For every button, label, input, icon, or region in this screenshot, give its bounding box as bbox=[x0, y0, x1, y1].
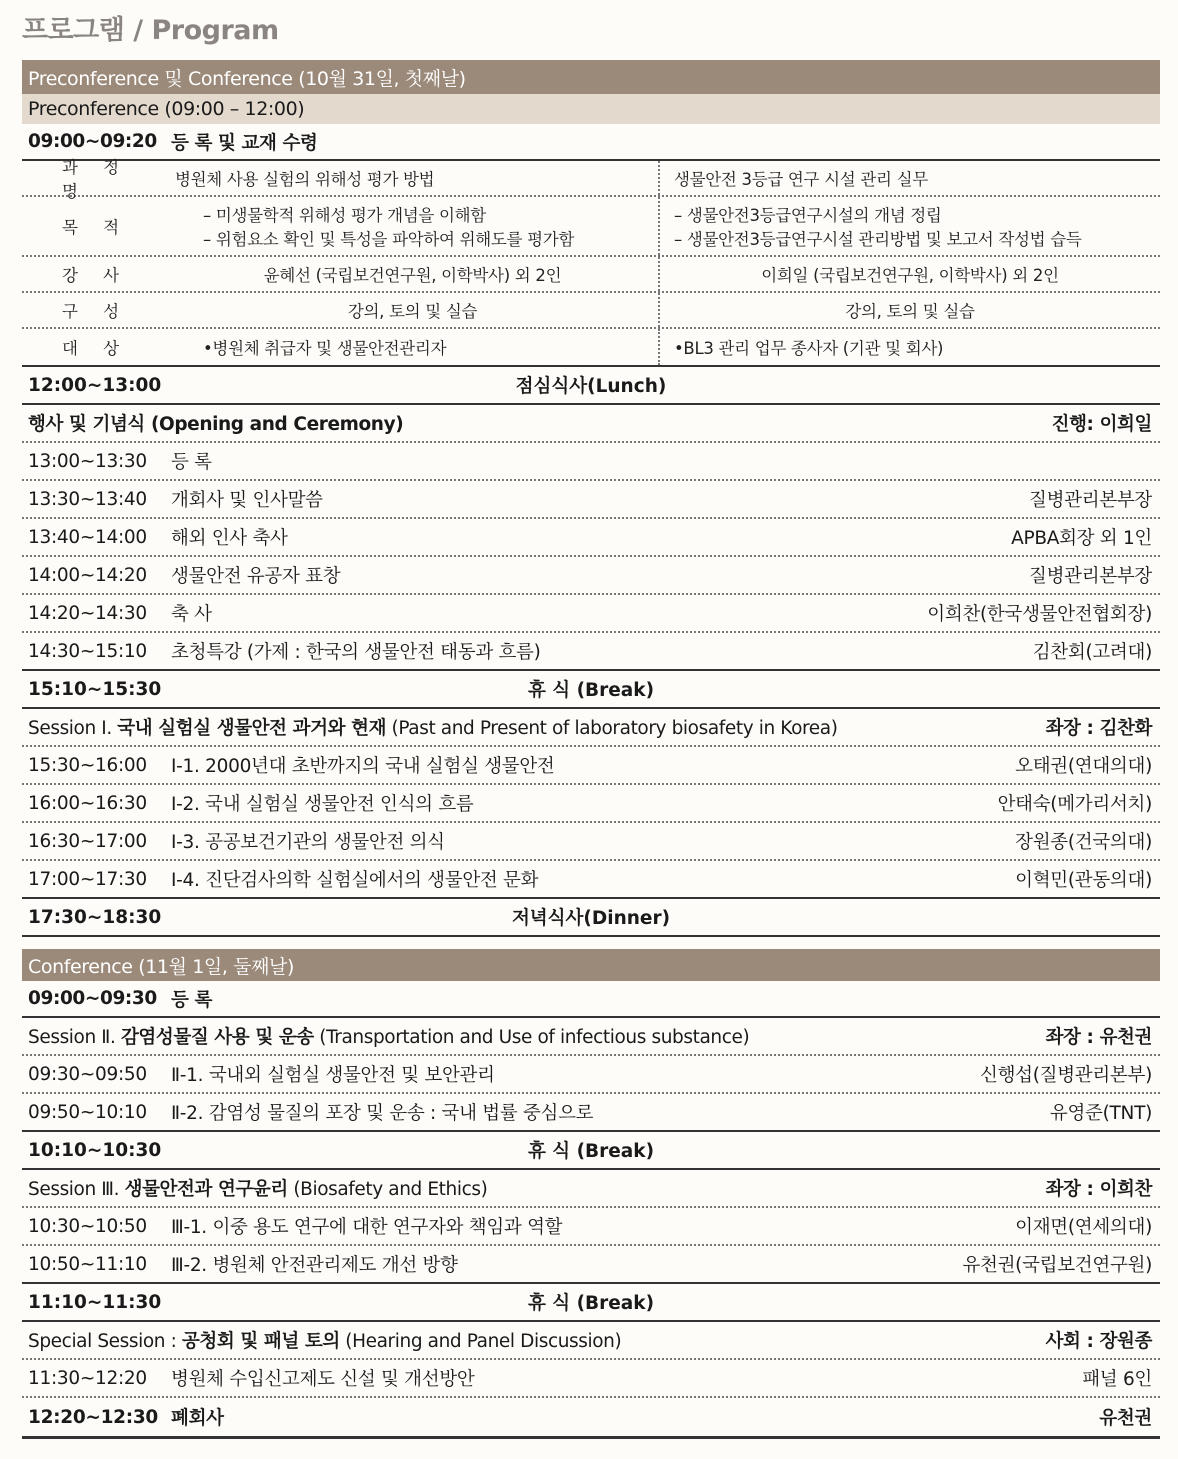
purpose-row bbox=[22, 197, 1160, 257]
program-item-row bbox=[22, 633, 1160, 671]
label: 저녁식사(Dinner) bbox=[511, 908, 671, 929]
content: Ⅱ-1. 국내외 실험실 생물안전 및 보안관리 bbox=[171, 1065, 495, 1086]
content: Ⅲ-2. 병원체 안전관리제도 개선 방향 bbox=[171, 1255, 458, 1276]
time: 11:30~12:20 bbox=[28, 1367, 147, 1389]
day1-bar bbox=[22, 60, 1160, 94]
speaker: APBA회장 외 1인 bbox=[1011, 528, 1152, 549]
speaker: 패널 6인 bbox=[1082, 1369, 1152, 1390]
time: 11:10~11:30 bbox=[28, 1291, 162, 1313]
course-b-target: •BL3 관리 업무 종사자 (기관 및 회사) bbox=[674, 339, 944, 358]
time: 16:00~16:30 bbox=[28, 792, 147, 814]
program-item-row bbox=[22, 823, 1160, 861]
content: 생물안전 유공자 표창 bbox=[171, 566, 341, 587]
program-item-row bbox=[22, 747, 1160, 785]
program-item-row bbox=[22, 1208, 1160, 1246]
bottom-rule bbox=[22, 1436, 1160, 1439]
time: 12:20~12:30 bbox=[28, 1406, 158, 1428]
row-label: 강 사 bbox=[62, 266, 130, 285]
special-items bbox=[22, 1360, 1160, 1398]
special-session-title: Special Session : 공청회 및 패널 토의 (Hearing and Panel Discussion) bbox=[28, 1331, 622, 1352]
program-item-row bbox=[22, 519, 1160, 557]
program-item-row bbox=[22, 595, 1160, 633]
time: 13:00~13:30 bbox=[28, 450, 147, 472]
label: 휴 식 (Break) bbox=[527, 680, 655, 701]
label: 점심식사(Lunch) bbox=[515, 376, 667, 397]
program-item-row bbox=[22, 1094, 1160, 1132]
special-session-moderator: 사회 : 장원종 bbox=[1045, 1331, 1152, 1352]
speaker: 김찬회(고려대) bbox=[1032, 642, 1152, 663]
break-row bbox=[22, 1132, 1160, 1170]
special-session-header bbox=[22, 1322, 1160, 1360]
course-a-lecturer: 윤혜선 (국립보건연구원, 이학박사) 외 2인 bbox=[167, 257, 660, 291]
registration-row-day1 bbox=[22, 124, 1160, 161]
session3-chair: 좌장 : 이희찬 bbox=[1045, 1179, 1152, 1200]
label: 등 록 및 교재 수령 bbox=[171, 132, 318, 154]
time: 09:00~09:30 bbox=[28, 988, 157, 1009]
speaker: 질병관리본부장 bbox=[1029, 490, 1152, 511]
speaker: 유천권 bbox=[1099, 1408, 1152, 1429]
lunch-row bbox=[22, 367, 1160, 405]
time: 09:30~09:50 bbox=[28, 1063, 147, 1085]
course-a-target: •병원체 취급자 및 생물안전관리자 bbox=[167, 329, 660, 365]
label: 등 록 bbox=[171, 989, 212, 1011]
time: 13:30~13:40 bbox=[28, 488, 147, 510]
purpose-line: – 생물안전3등급연구시설의 개념 정립 bbox=[674, 206, 942, 225]
content: 초청특강 (가제 : 한국의 생물안전 태동과 흐름) bbox=[171, 642, 541, 663]
session2-header bbox=[22, 1018, 1160, 1056]
time: 14:30~15:10 bbox=[28, 640, 147, 662]
speaker: 유영준(TNT) bbox=[1049, 1103, 1152, 1124]
content: Ⅰ-4. 진단검사의학 실험실에서의 생물안전 문화 bbox=[171, 870, 539, 891]
session1-chair: 좌장 : 김찬화 bbox=[1045, 718, 1152, 739]
label: 휴 식 (Break) bbox=[527, 1141, 655, 1162]
time: 10:30~10:50 bbox=[28, 1215, 147, 1237]
speaker: 안태숙(메가리서치) bbox=[997, 794, 1152, 815]
speaker: 이희찬(한국생물안전협회장) bbox=[927, 604, 1152, 625]
course-a-purpose bbox=[167, 197, 660, 255]
program-item-row bbox=[22, 557, 1160, 595]
preconference-bar bbox=[22, 94, 1160, 124]
purpose-line: – 미생물학적 위해성 평가 개념을 이해함 bbox=[203, 206, 486, 225]
opening-host: 진행: 이희일 bbox=[1051, 414, 1152, 435]
speaker: 유천권(국립보건연구원) bbox=[962, 1255, 1152, 1276]
break-row bbox=[22, 671, 1160, 709]
session1-header bbox=[22, 709, 1160, 747]
program-item-row bbox=[22, 785, 1160, 823]
program-item-row bbox=[22, 861, 1160, 899]
content: 병원체 수입신고제도 신설 및 개선방안 bbox=[171, 1369, 475, 1390]
time: 10:50~11:10 bbox=[28, 1253, 147, 1275]
time: 14:20~14:30 bbox=[28, 602, 147, 624]
day2-bar bbox=[22, 949, 1160, 981]
row-label: 과 정 명 bbox=[62, 158, 130, 201]
course-name-row bbox=[22, 158, 1160, 201]
content: 개회사 및 인사말씀 bbox=[171, 490, 323, 511]
speaker: 질병관리본부장 bbox=[1029, 566, 1152, 587]
speaker: 신행섭(질병관리본부) bbox=[980, 1065, 1152, 1086]
dinner-row bbox=[22, 899, 1160, 937]
time: 14:00~14:20 bbox=[28, 564, 147, 586]
content: Ⅲ-1. 이중 용도 연구에 대한 연구자와 책임과 역할 bbox=[171, 1217, 563, 1238]
content: Ⅰ-2. 국내 실험실 생물안전 인식의 흐름 bbox=[171, 794, 474, 815]
course-b-purpose bbox=[660, 197, 1160, 255]
program-sheet bbox=[22, 60, 1160, 1439]
session3-items bbox=[22, 1208, 1160, 1284]
time: 10:10~10:30 bbox=[28, 1139, 162, 1161]
content: Ⅰ-1. 2000년대 초반까지의 국내 실험실 생물안전 bbox=[171, 756, 555, 777]
purpose-line: – 위험요소 확인 및 특성을 파악하여 위해도를 평가함 bbox=[203, 230, 574, 249]
opening-title: 행사 및 기념식 (Opening and Ceremony) bbox=[28, 414, 404, 435]
content: Ⅰ-3. 공공보건기관의 생물안전 의식 bbox=[171, 832, 445, 853]
opening-header bbox=[22, 405, 1160, 443]
break-row bbox=[22, 1284, 1160, 1322]
time: 16:30~17:00 bbox=[28, 830, 147, 852]
time: 15:30~16:00 bbox=[28, 754, 147, 776]
row-label: 목 적 bbox=[62, 218, 130, 237]
session1-title: Session Ⅰ. 국내 실험실 생물안전 과거와 현재 (Past and Present of laboratory biosafety in Korea) bbox=[28, 718, 838, 739]
program-item-row bbox=[22, 1056, 1160, 1094]
registration-row-day2 bbox=[22, 981, 1160, 1018]
course-a-name: 병원체 사용 실험의 위해성 평가 방법 bbox=[167, 161, 660, 195]
session2-items bbox=[22, 1056, 1160, 1132]
time: 12:00~13:00 bbox=[28, 374, 162, 396]
time: 09:50~10:10 bbox=[28, 1101, 147, 1123]
row-label: 대 상 bbox=[62, 339, 130, 358]
content: Ⅱ-2. 감염성 물질의 포장 및 운송 : 국내 법률 중심으로 bbox=[171, 1103, 594, 1124]
content: 축 사 bbox=[171, 604, 212, 625]
time: 15:10~15:30 bbox=[28, 678, 162, 700]
day1-bar-label: Preconference 및 Conference (10월 31일, 첫째날) bbox=[28, 67, 466, 90]
day2-bar-label: Conference (11월 1일, 둘째날) bbox=[28, 955, 294, 978]
session3-title: Session Ⅲ. 생물안전과 연구윤리 (Biosafety and Ethics) bbox=[28, 1179, 488, 1200]
preconference-table bbox=[22, 158, 1160, 367]
session3-header bbox=[22, 1170, 1160, 1208]
session2-title: Session Ⅱ. 감염성물질 사용 및 운송 (Transportation and Use of infectious substance) bbox=[28, 1027, 750, 1048]
time: 17:30~18:30 bbox=[28, 906, 162, 928]
session1-items bbox=[22, 747, 1160, 899]
course-b-lecturer: 이희일 (국립보건연구원, 이학박사) 외 2인 bbox=[761, 266, 1059, 285]
lecturer-row bbox=[22, 257, 1160, 293]
session2-chair: 좌장 : 유천권 bbox=[1045, 1027, 1152, 1048]
purpose-line: – 생물안전3등급연구시설 관리방법 및 보고서 작성법 습득 bbox=[674, 230, 1082, 249]
program-item-row bbox=[22, 1360, 1160, 1398]
program-item-row bbox=[22, 443, 1160, 481]
row-label: 구 성 bbox=[62, 302, 130, 321]
speaker: 오태권(연대의대) bbox=[1015, 756, 1152, 777]
course-b-format: 강의, 토의 및 실습 bbox=[845, 302, 975, 321]
label: 폐회사 bbox=[171, 1408, 224, 1429]
speaker: 이혁민(관동의대) bbox=[1015, 870, 1152, 891]
speaker: 이재면(연세의대) bbox=[1015, 1217, 1152, 1238]
closing-row bbox=[22, 1398, 1160, 1436]
content: 등 록 bbox=[171, 452, 212, 473]
preconference-bar-label: Preconference (09:00 – 12:00) bbox=[28, 98, 305, 120]
course-a-format: 강의, 토의 및 실습 bbox=[167, 293, 660, 327]
speaker: 장원종(건국의대) bbox=[1015, 832, 1152, 853]
target-row bbox=[22, 329, 1160, 367]
program-item-row bbox=[22, 481, 1160, 519]
time: 13:40~14:00 bbox=[28, 526, 147, 548]
content: 해외 인사 축사 bbox=[171, 528, 288, 549]
format-row bbox=[22, 293, 1160, 329]
program-item-row bbox=[22, 1246, 1160, 1284]
course-b-name: 생물안전 3등급 연구 시설 관리 실무 bbox=[674, 170, 928, 189]
time: 09:00~09:20 bbox=[28, 131, 157, 152]
label: 휴 식 (Break) bbox=[527, 1293, 655, 1314]
time: 17:00~17:30 bbox=[28, 868, 147, 890]
page-title: 프로그램 / Program bbox=[22, 15, 279, 46]
opening-items bbox=[22, 443, 1160, 671]
